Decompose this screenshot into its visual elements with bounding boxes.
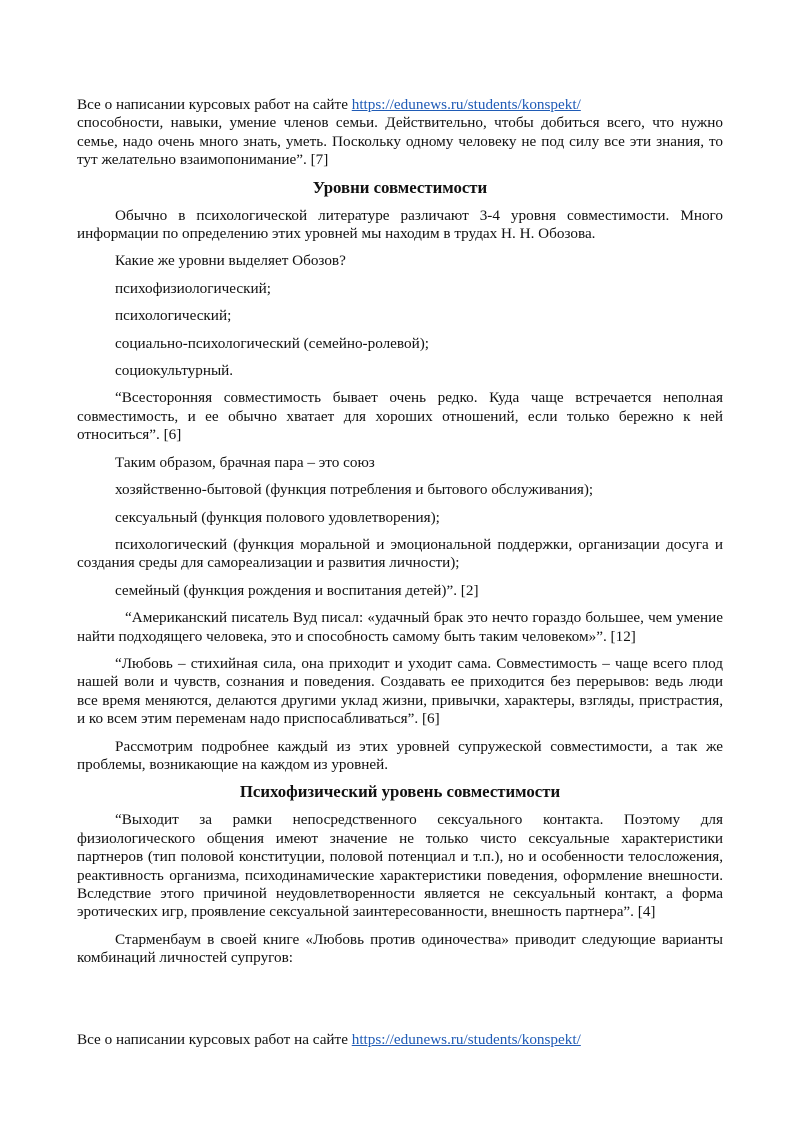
document-page [77, 96, 723, 968]
footer-line [77, 1031, 581, 1049]
paragraph: “Американский писатель Вуд писал: «удачный брак это нечто гораздо большее, чем умение найти подходящего человека, это и способность самому быть таким человеком»”. [12] [77, 609, 723, 645]
list-item: психологический; [115, 307, 232, 325]
paragraph: Обычно в психологической литературе различают 3-4 уровня совместимости. Много информации по определению этих уровней мы находим в трудах Н. Н. Обозова. [77, 206, 723, 243]
header-link[interactable]: https://edunews.ru/students/konspekt/ [351, 96, 581, 113]
paragraph: Таким образом, брачная пара – это союз [115, 453, 375, 471]
paragraph: “Любовь – стихийная сила, она приходит и уходит сама. Совместимость – чаще всего плод нашей воли и чувств, сознания и поведения. Создавать ее приходится без перерывов: ведь люди все время меняются, делаются другими уклад жизни, привычки, характеры, взгляды, пристрастия, и ко всем этим переменам надо приспосабливаться”. [6] [77, 654, 723, 728]
paragraph: Старменбаум в своей книге «Любовь против одиночества» приводит следующие варианты комбинаций личностей супругов: [77, 930, 723, 967]
paragraph: способности, навыки, умение членов семьи. Действительно, чтобы добиться всего, что нужно семье, надо очень много знать, уметь. Поскольку одному человеку не под силу все эти знания, то тут желательно взаимопонимание”. [7] [77, 114, 723, 169]
list-item: психофизиологический; [115, 279, 271, 297]
paragraph: Рассмотрим подробнее каждый из этих уровней супружеской совместимости, а так же проблемы, возникающие на каждом из уровней. [77, 737, 723, 773]
footer-text: Все о написании курсовых работ на сайте [77, 1031, 352, 1049]
paragraph: Какие же уровни выделяет Обозов? [115, 252, 346, 270]
header-text: Все о написании курсовых работ на сайте [77, 96, 352, 113]
list-item: хозяйственно-бытовой (функция потребления и бытового обслуживания); [115, 481, 594, 499]
footer-link[interactable]: https://edunews.ru/students/konspekt/ [351, 1031, 581, 1049]
section-heading-psychophysical: Психофизический уровень совместимости [239, 782, 561, 802]
paragraph: “Всесторонняя совместимость бывает очень редко. Куда чаще встречается неполная совместимость, и ее обычно хватает для хороших отношений, если только бережно к ней относиться”. [6] [77, 389, 723, 444]
paragraph: “Выходит за рамки непосредственного сексуального контакта. Поэтому для физиологического общения имеют значение не только чисто сексуальные характеристики партнеров (тип половой конституции, половой потенциал и т.п.), но и особенности телосложения, реактивность организма, психодинамические характеристики поведения, оформление внешности. Вследствие этого причиной неудовлетворенности является не сексуальный контакт, а форма эротических игр, проявление сексуальной заинтересованности, внешность партнера”. [4] [77, 811, 723, 921]
list-item: социально-психологический (семейно-ролевой); [115, 334, 429, 352]
list-item: сексуальный (функция полового удовлетворения); [115, 508, 440, 526]
list-item: социокультурный. [115, 362, 234, 380]
list-item: семейный (функция рождения и воспитания детей)”. [2] [115, 581, 479, 599]
header-line [77, 96, 723, 114]
section-heading-levels: Уровни совместимости [312, 177, 488, 197]
list-item: психологический (функция моральной и эмоциональной поддержки, организации досуга и создания среды для самореализации и развития личности); [77, 535, 723, 572]
